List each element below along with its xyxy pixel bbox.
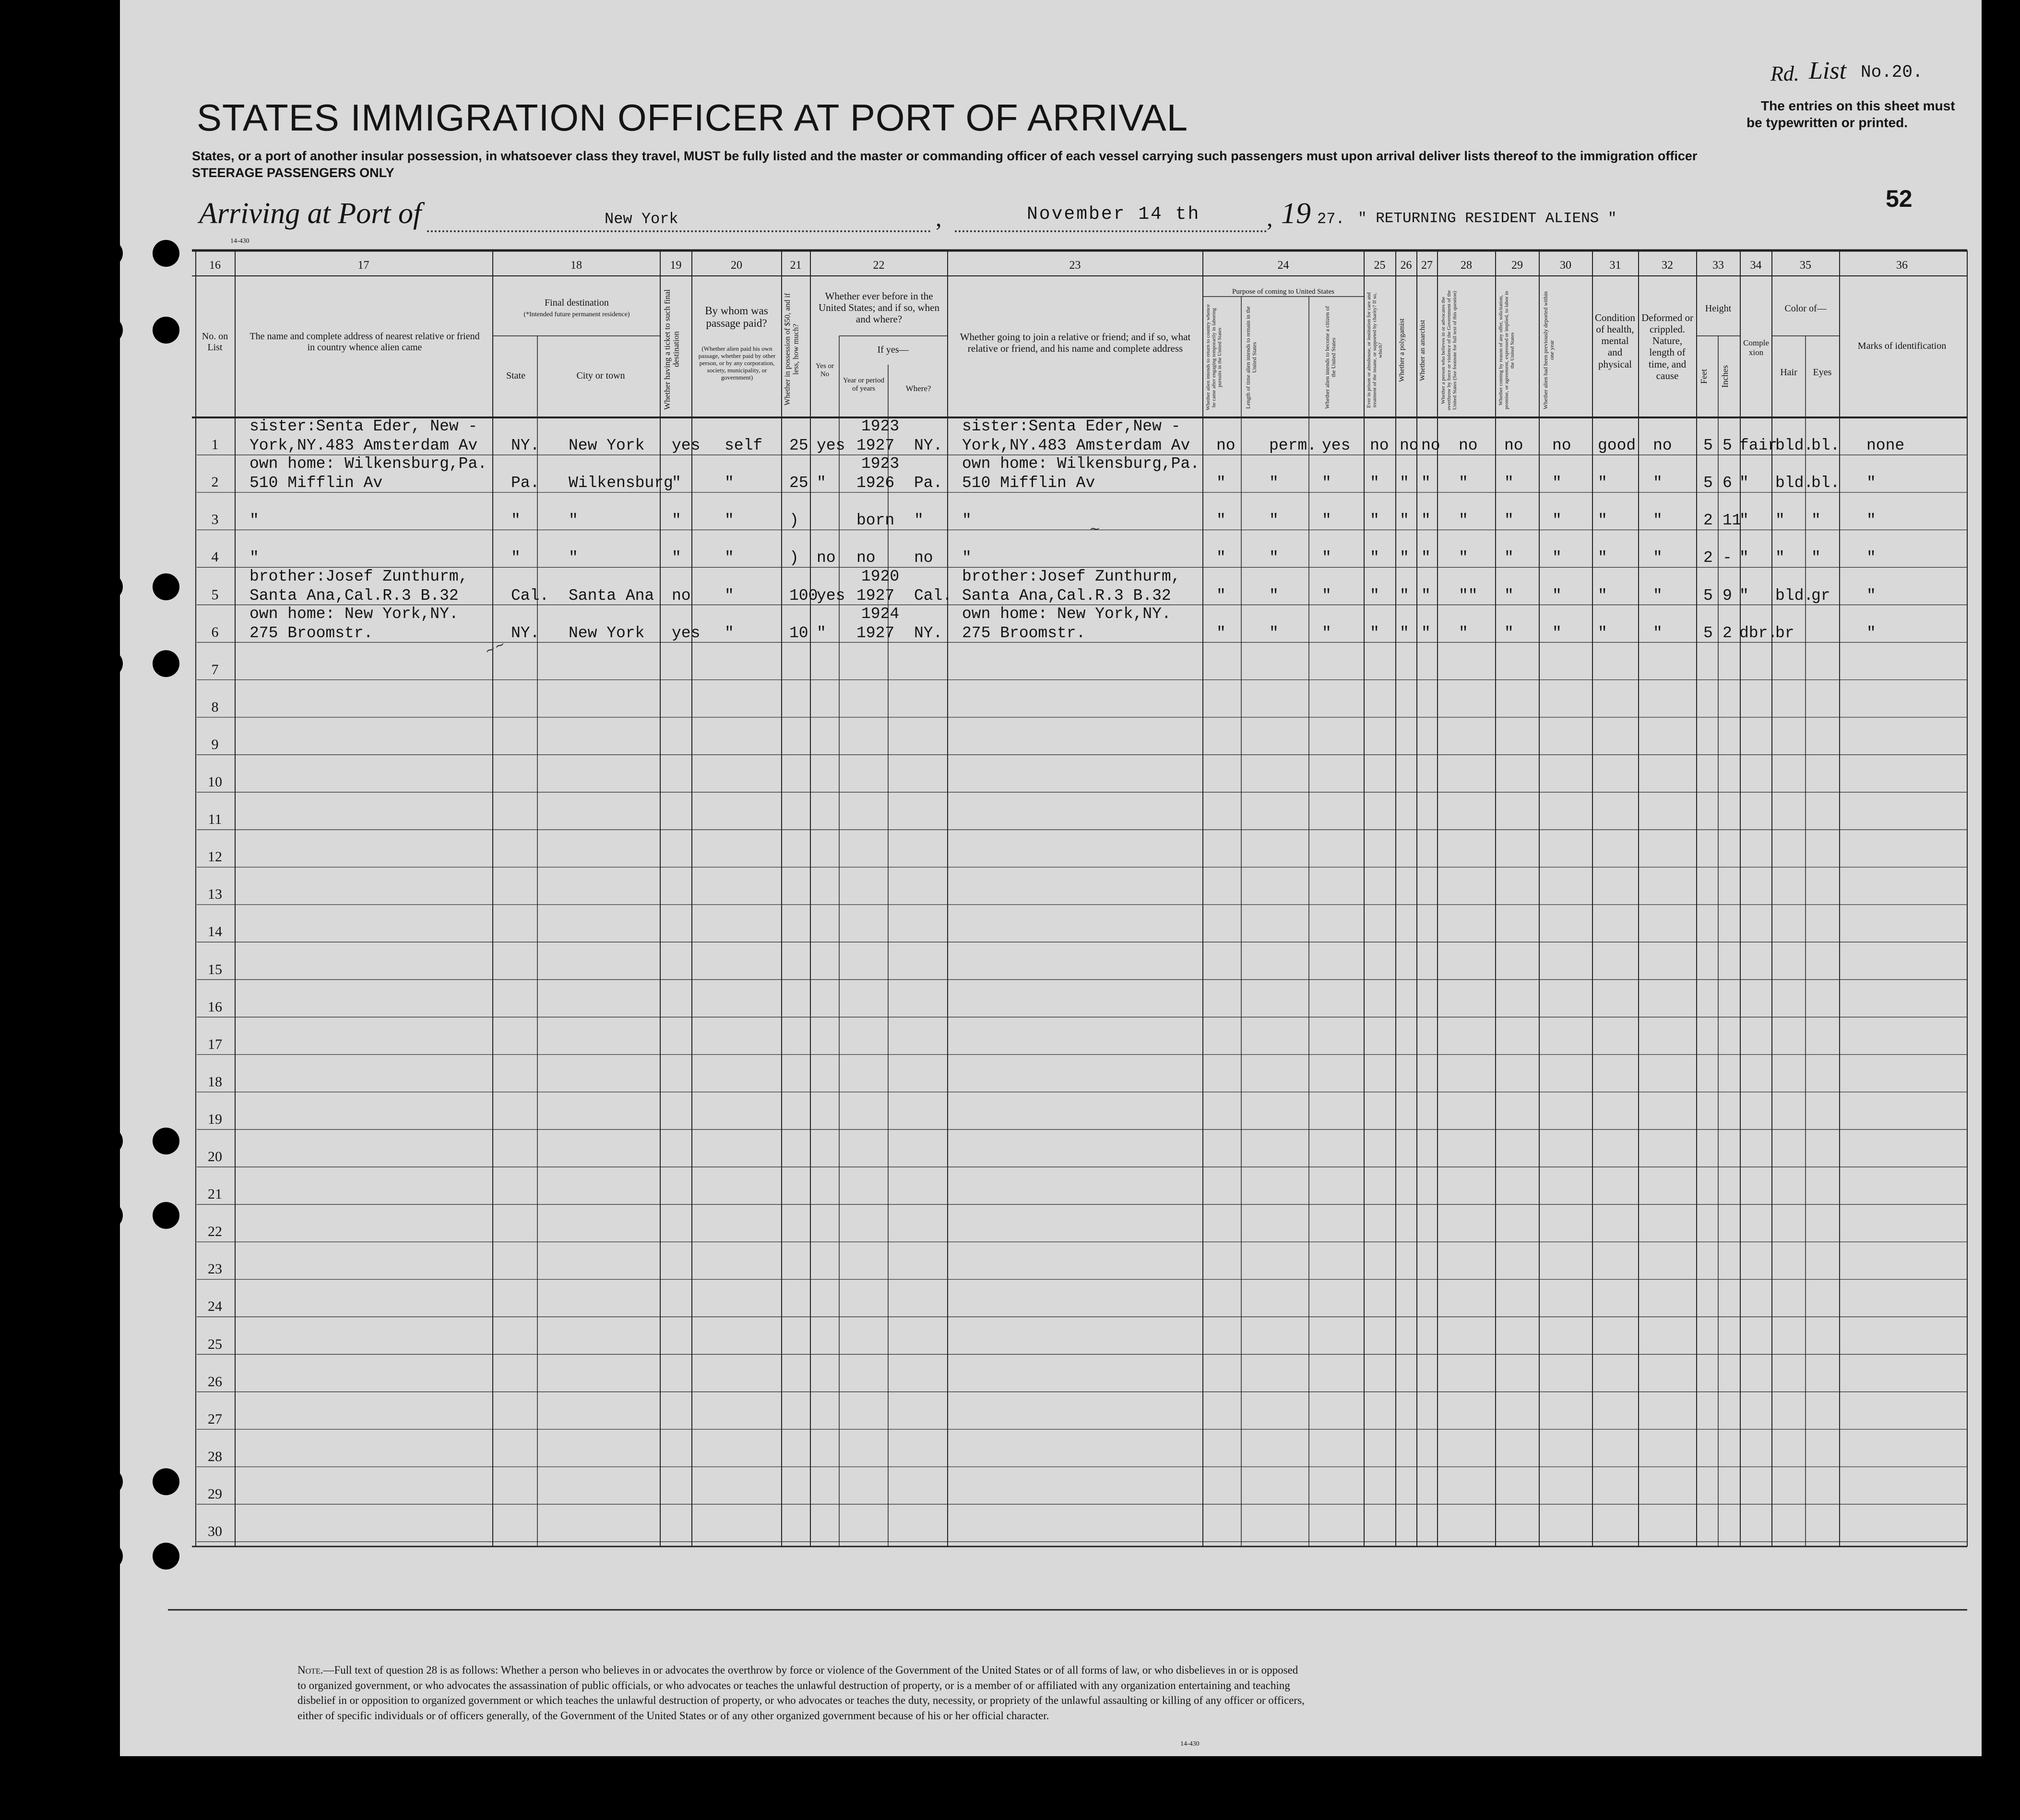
cell-polygamist: no	[1400, 437, 1419, 455]
footnote	[297, 1663, 1305, 1724]
cell-complexion: "	[1739, 512, 1749, 530]
cell-health: "	[1598, 624, 1607, 642]
header-no-on-list: No. on List	[202, 331, 228, 353]
footnote-label: Note.	[297, 1664, 323, 1676]
cell-eyes: "	[1811, 512, 1821, 530]
cell-eyes: gr	[1811, 586, 1830, 605]
cell-ticket: no	[672, 586, 691, 605]
header-eyes: Eyes	[1813, 367, 1832, 378]
cell-hair: bld.	[1775, 586, 1814, 605]
cell-height-feet: 2	[1703, 512, 1713, 530]
cell-health: good	[1598, 437, 1636, 455]
row-number: 29	[208, 1486, 222, 1502]
cell-ever-before: no	[817, 549, 836, 567]
header-yes-no: Yes or No	[815, 362, 834, 379]
rd-label: Rd.	[1770, 62, 1799, 85]
cell-q29: "	[1504, 624, 1514, 642]
cell-joining-line1: own home: Wilkensburg,Pa.	[962, 455, 1200, 473]
arriving-label: Arriving at Port of	[199, 197, 422, 230]
row-number: 9	[211, 736, 219, 752]
row-number: 11	[208, 811, 222, 828]
cell-ever-before: yes	[817, 586, 845, 605]
cell-q29: "	[1504, 474, 1514, 492]
colnum-31: 31	[1609, 259, 1621, 272]
cell-state: NY.	[511, 437, 540, 455]
header-final-destination: Final destination	[545, 297, 609, 308]
cell-complexion: "	[1739, 474, 1749, 492]
row-number: 25	[208, 1336, 222, 1352]
cell-q28: ""	[1459, 586, 1478, 605]
cell-purpose-return: no	[1216, 437, 1236, 455]
cell-state: Pa.	[511, 474, 540, 492]
cell-q29: no	[1504, 437, 1523, 455]
header-polygamist: Whether a polygamist	[1398, 318, 1406, 382]
row-number: 8	[211, 699, 219, 715]
cell-height-inches: 2	[1723, 624, 1732, 642]
cell-state: "	[511, 512, 521, 530]
cell-height-inches: 11	[1723, 512, 1742, 530]
cell-relative-line1: sister:Senta Eder, New -	[250, 417, 478, 436]
header-final-destination-sub: (*Intended future permanent residence)	[523, 311, 630, 318]
cell-height-inches: 6	[1723, 474, 1732, 492]
colnum-29: 29	[1511, 259, 1523, 272]
cell-ever-before: "	[817, 474, 826, 492]
cell-prison: "	[1370, 624, 1379, 642]
row-number: 13	[208, 886, 222, 903]
row-number: 26	[208, 1373, 222, 1390]
cell-state: NY.	[511, 624, 540, 642]
header-before: Whether ever before in the United States; and if so, when and where?	[819, 290, 939, 325]
cell-marks: "	[1866, 549, 1876, 567]
colnum-34: 34	[1750, 259, 1762, 272]
cell-deformed: no	[1653, 437, 1672, 455]
cell-height-inches: 5	[1723, 437, 1732, 455]
row-number: 20	[208, 1149, 222, 1165]
cell-state: Cal.	[511, 586, 549, 605]
cell-year-last: born	[856, 512, 895, 530]
cell-deformed: "	[1653, 512, 1663, 530]
cell-passage-paid: "	[725, 624, 734, 642]
cell-where: Cal.	[914, 586, 952, 605]
cell-hair: "	[1775, 549, 1785, 567]
row-number: 23	[208, 1261, 222, 1277]
punch-hole	[96, 650, 123, 677]
cell-passage-paid: "	[725, 549, 734, 567]
cell-q28: "	[1459, 624, 1468, 642]
cell-q30: "	[1552, 512, 1562, 530]
cell-height-feet: 5	[1703, 624, 1713, 642]
header-inches: Inches	[1720, 365, 1730, 388]
cell-polygamist: "	[1400, 474, 1409, 492]
header-joining: Whether going to join a relative or friend; and if so, what relative or friend, and his name and complete address	[960, 331, 1191, 355]
header-if-yes: If yes—	[877, 345, 909, 355]
header-q30: Whether alien had been previously deported within one year	[1542, 291, 1556, 409]
header-marks: Marks of identification	[1857, 341, 1947, 351]
year-prefix: 19	[1281, 197, 1311, 230]
cell-relative-line2: "	[250, 549, 259, 567]
list-label: List	[1809, 57, 1847, 84]
colnum-22: 22	[873, 259, 885, 272]
cell-anarchist: "	[1421, 474, 1431, 492]
cell-q29: "	[1504, 512, 1514, 530]
cell-purpose-citizen: "	[1322, 474, 1331, 492]
cell-city: New York	[569, 624, 645, 642]
row-number: 2	[211, 474, 219, 490]
cell-anarchist: "	[1421, 549, 1431, 567]
cell-relative-line2: "	[250, 512, 259, 530]
header-color-of: Color of—	[1784, 303, 1827, 314]
cell-prison: "	[1370, 474, 1379, 492]
colnum-21: 21	[790, 259, 802, 272]
cell-city: "	[569, 512, 578, 530]
cell-height-inches: 9	[1723, 586, 1732, 605]
cell-height-feet: 2	[1703, 549, 1713, 567]
cell-anarchist: "	[1421, 624, 1431, 642]
row-number: 21	[208, 1186, 222, 1202]
row-number: 18	[208, 1073, 222, 1090]
cell-eyes: bl.	[1811, 437, 1840, 455]
header-relative: The name and complete address of nearest relative or friend in country whence alien came	[250, 331, 480, 353]
cell-prison: "	[1370, 549, 1379, 567]
cell-year-last: 1927	[856, 586, 895, 605]
colnum-25: 25	[1374, 259, 1386, 272]
cell-city: Wilkensburg	[569, 474, 673, 492]
cell-where: "	[914, 512, 924, 530]
cell-relative-line1: own home: Wilkensburg,Pa.	[250, 455, 487, 473]
cell-year-last: 1926	[856, 474, 895, 492]
colnum-20: 20	[731, 259, 742, 272]
cell-marks: "	[1866, 586, 1876, 605]
row-number: 7	[211, 661, 219, 678]
cell-anarchist: no	[1421, 437, 1440, 455]
punch-hole	[96, 317, 123, 344]
cell-polygamist: "	[1400, 512, 1409, 530]
row-number: 4	[211, 549, 219, 565]
cell-purpose-length: "	[1269, 512, 1279, 530]
row-number: 6	[211, 624, 219, 640]
cell-relative-line2: Santa Ana,Cal.R.3 B.32	[250, 586, 459, 605]
cell-purpose-citizen: "	[1322, 586, 1331, 605]
cell-hair: "	[1775, 512, 1785, 530]
cell-polygamist: "	[1400, 624, 1409, 642]
cell-relative-line1: brother:Josef Zunthurm,	[250, 567, 468, 585]
cell-state: "	[511, 549, 521, 567]
cell-hair: br	[1775, 624, 1794, 642]
header-money: Whether in possession of $50, and if less, how much?	[784, 293, 800, 406]
page-number: 52	[1886, 185, 1913, 212]
cell-passage-paid: self	[725, 437, 763, 455]
cell-relative-line1: own home: New York,NY.	[250, 605, 459, 623]
header-health: Condition of health, mental and physical	[1594, 312, 1635, 370]
cell-purpose-return: "	[1216, 549, 1226, 567]
cell-passage-paid: "	[725, 586, 734, 605]
colnum-28: 28	[1461, 259, 1472, 272]
cell-purpose-citizen: "	[1322, 549, 1331, 567]
cell-purpose-citizen: yes	[1322, 437, 1351, 455]
cell-joining-line2: Santa Ana,Cal.R.3 B.32	[962, 586, 1171, 605]
cell-joining-line2: "	[962, 512, 972, 530]
cell-health: "	[1598, 474, 1607, 492]
handwritten-annotation: ~	[1089, 521, 1101, 536]
cell-anarchist: "	[1421, 512, 1431, 530]
cell-marks: none	[1866, 437, 1905, 455]
cell-purpose-length: "	[1269, 474, 1279, 492]
cell-where: NY.	[914, 624, 943, 642]
cell-joining-line1: sister:Senta Eder,New -	[962, 417, 1181, 436]
row-number: 1	[211, 437, 219, 453]
cell-year-last: no	[856, 549, 876, 567]
cell-purpose-return: "	[1216, 586, 1226, 605]
cell-money: )	[789, 549, 799, 567]
handwritten-annotation: ~~	[482, 637, 508, 659]
cell-purpose-length: "	[1269, 624, 1279, 642]
punch-hole	[96, 1543, 123, 1570]
subtitle-line1: States, or a port of another insular possession, in whatsoever class they travel, MUST be fully listed and the master or commanding officer of each vessel carrying such passengers must upon arrival deliver lists thereof to the immigration officer	[192, 149, 1698, 163]
header-q29: Whether coming by reason of any offer, solicitation, promise, or agreement, expressed or implied, to labor in the United States	[1498, 291, 1516, 410]
colnum-18: 18	[570, 259, 582, 272]
cell-health: "	[1598, 586, 1607, 605]
cell-purpose-length: "	[1269, 549, 1279, 567]
form-code-top: 14-430	[230, 238, 250, 245]
cell-where: NY.	[914, 437, 943, 455]
cell-hair: bld.	[1775, 474, 1814, 492]
cell-q30: "	[1552, 624, 1562, 642]
subtitle-line2: STEERAGE PASSENGERS ONLY	[192, 166, 394, 180]
cell-money: )	[789, 512, 799, 530]
cell-joining-line2: "	[962, 549, 972, 567]
header-where: Where?	[905, 384, 931, 393]
header-passage-sub: (Whether alien paid his own passage, whether paid by other person, or by any corporation, society, municipality, or government)	[698, 345, 776, 381]
cell-q30: "	[1552, 474, 1562, 492]
row-number: 27	[208, 1411, 222, 1427]
cell-ticket: yes	[672, 624, 701, 642]
cell-year-first: 1920	[861, 567, 900, 585]
cell-purpose-return: "	[1216, 512, 1226, 530]
cell-q30: "	[1552, 586, 1562, 605]
cell-eyes: bl.	[1811, 474, 1840, 492]
header-purpose-a: Whether alien intends to return to country whence he came after engaging temporarily in laboring pursuits in the United States	[1205, 304, 1223, 411]
row-number: 30	[208, 1523, 222, 1539]
cell-prison: no	[1370, 437, 1389, 455]
cell-joining-line1: own home: New York,NY.	[962, 605, 1171, 623]
header-q28: Whether a person who believes in or advocates the overthrow by force or violence of the Government of the United States (See footnote for full text of this question)	[1440, 290, 1458, 411]
cell-purpose-return: "	[1216, 624, 1226, 642]
cell-money: 10	[789, 624, 808, 642]
cell-anarchist: "	[1421, 586, 1431, 605]
colnum-27: 27	[1421, 259, 1433, 272]
cell-passage-paid: "	[725, 474, 734, 492]
cell-ever-before: "	[817, 624, 826, 642]
row-number: 28	[208, 1448, 222, 1464]
header-purpose-c: Whether alien intends to become a citizen of the United States	[1324, 306, 1337, 409]
header-hair: Hair	[1780, 367, 1797, 378]
header-deformed: Deformed or crippled. Nature, length of time, and cause	[1641, 312, 1693, 381]
cell-q28: "	[1459, 512, 1468, 530]
cell-relative-line2: York,NY.483 Amsterdam Av	[250, 437, 478, 455]
cell-joining-line2: 510 Mifflin Av	[962, 474, 1095, 492]
header-ticket: Whether having a ticket to such final destination	[663, 289, 681, 410]
cell-deformed: "	[1653, 474, 1663, 492]
cell-ticket: yes	[672, 437, 701, 455]
cell-q30: "	[1552, 549, 1562, 567]
form-code-bottom: 14-430	[1180, 1740, 1200, 1748]
cell-q29: "	[1504, 549, 1514, 567]
cell-purpose-return: "	[1216, 474, 1226, 492]
cell-height-feet: 5	[1703, 474, 1713, 492]
colnum-16: 16	[209, 259, 221, 272]
row-number: 24	[208, 1298, 222, 1315]
cell-eyes: "	[1811, 549, 1821, 567]
header-complexion: Complexion	[1743, 338, 1769, 357]
cell-city: "	[569, 549, 578, 567]
cell-prison: "	[1370, 586, 1379, 605]
row-number: 14	[208, 924, 222, 940]
cell-complexion: dbr.	[1739, 624, 1778, 642]
cell-complexion: "	[1739, 586, 1749, 605]
cell-health: "	[1598, 512, 1607, 530]
cell-where: no	[914, 549, 933, 567]
row-number: 19	[208, 1111, 222, 1127]
cell-ticket: "	[672, 474, 681, 492]
row-number: 12	[208, 849, 222, 865]
cell-hair: bld.	[1775, 437, 1814, 455]
port-value: New York	[605, 210, 678, 228]
header-year-period: Year or period of years	[843, 377, 884, 393]
header-purpose-b: Length of time alien intends to remain in the United States	[1245, 306, 1258, 409]
cell-money: 100	[789, 586, 818, 605]
cell-q28: "	[1459, 549, 1468, 567]
cell-joining-line1: brother:Josef Zunthurm,	[962, 567, 1181, 585]
cell-year-last: 1927	[856, 624, 895, 642]
header-feet: Feet	[1699, 369, 1709, 384]
cell-relative-line2: 510 Mifflin Av	[250, 474, 383, 492]
cell-q30: no	[1552, 437, 1571, 455]
cell-deformed: "	[1653, 586, 1663, 605]
header-purpose: Purpose of coming to United States	[1232, 288, 1334, 296]
cell-health: "	[1598, 549, 1607, 567]
header-anarchist: Whether an anarchist	[1419, 320, 1426, 381]
row-number: 15	[208, 961, 222, 977]
header-height: Height	[1705, 303, 1732, 314]
cell-marks: "	[1866, 474, 1876, 492]
manifest-sheet: Rd. List No.20. The entries on this sheet must be typewritten or printed. 52 STATES IMMIGRATION OFFICER AT PORT OF ARRIVAL States, or a port of another insular possession, in whatsoever class they travel, MUST be fully listed and the master or commanding officer of each vessel carrying such passengers must upon arrival deliver lists thereof to the immigration officer STEERAGE PASSENGERS ONLY Arriving at Port of New York , November 14 th , 19 27. " RETURNING RESIDENT ALIENS " 14-430 16 17 18 19 20 21 22 23 24 25 26 27 28 29 30 31 32 33 34 35 36 No. on List The name and complete address of nearest relative or friend in country whence alien came Final destination (*Intended future permanent residence) State City or town Whether having a ticket to such final destination By whom was passage paid? (Whether alien paid his own passage, whether paid by other person, or by any corporation, society, municipality, or government) Whether in possession of $50, and if less, how much? Whether ever before in the United States; and if so, when and where? Yes or No If yes— Year or period of years Where? Whether going to join a relative or friend; and if so, what relative or friend, and his name and complete address Purpose of coming to United States Whether alien intends to return to country whence he came after engaging temporarily in laboring pursuits in the United States Length of time alien intends to remain in the United States Whether alien intends to become a citizen of the United States Ever in prison or almshouse, or institution for care and treatment of the insane, or supported by charity? If so, which? Whether a polygamist Whether an anarchist Whether a person who believes in or advocates the overthrow by force or violence of the Government of the United States (See footnote for full text of this question) Whether coming by reason of any offer, solicitation, promise, or agreement, expressed or implied, to labor in the United States Whether alien had been previously deported within one year Condition of health, mental and physical Deformed or crippled. Nature, length of time, and cause Height Feet Inches Complexion Color of— Hair Eyes Marks of identification 1 sister:Senta Eder, New - York,NY.483 Amsterdam Av NY. New York yes self 25 yes 1923 1927 NY. sister:Senta Eder,New - York,NY.483 Amsterdam Av no perm. yes no no no no no no good no 5 5 fair bld. bl. none 2 own home: Wilkensburg,Pa. 510 Mifflin Av Pa. Wilkensburg " " 25 " 1923 1926 Pa. own home: Wilkensburg,Pa. 510 Mifflin Av " " " " " " " " " " " 5 6 " bld. bl. " 3 " " " " " ) born " " " " " " " " " " " " " 2 11 " " " " 4 " " " " " ) no no no " " " " " " " " " " " " 2 - " " " " 5 brother:Josef Zunthurm, Santa Ana,Cal.R.3 B.32 Cal. Santa Ana no " 100 yes 1920 1927 Cal. brother:Josef Zunthurm, Santa Ana,Cal.R.3 B.32 " " " " " " "" " " " " 5 9 " bld. gr " 6 own home: New York,NY. 275 Broomstr. NY. New York yes " 10 " 1924 1927 NY. own home: New York,NY. 275 Broomstr. " " " " " " " " " " " 5 2 dbr. br " 7 8 9 10 11 12 13 14 15 16 17 18 19 20 21 22 23 24 25 26 27 28 29 30 ~~ ~ Note.—Full text of question 28 is as follows: Whether a person who believes in or advocates the overthrow by force or violence of the Government of the United States or of all forms of law, or who disbelieves in or is opposed to organized government, or who advocates the assassination of public officials, or who advocates or teaches the unlawful destruction of property, or is a member of or affiliated with any organization entertaining and teaching disbelief in or opposition to organized government or which teaches the unlawful destruction of property, or who advocates or teaches the duty, necessity, or propriety of the unlawful assaulting or killing of any officer or officers, either of specific individuals or of officers generally, of the Government of the United States or of any other organized government because of his or her official character. 14-430	[120, 0, 1982, 1756]
cell-deformed: "	[1653, 624, 1663, 642]
cell-year-first: 1923	[861, 417, 900, 436]
row-number: 17	[208, 1036, 222, 1052]
cell-q28: no	[1459, 437, 1478, 455]
cell-deformed: "	[1653, 549, 1663, 567]
cell-q28: "	[1459, 474, 1468, 492]
cell-complexion: "	[1739, 549, 1749, 567]
colnum-35: 35	[1800, 259, 1811, 272]
header-prison: Ever in prison or almshouse, or institution for care and treatment of the insane, or supported by charity? If so, which?	[1366, 292, 1384, 408]
punch-hole	[96, 1128, 123, 1154]
header-city: City or town	[576, 370, 625, 381]
punch-hole	[96, 1468, 123, 1495]
cell-ever-before: yes	[817, 437, 845, 455]
cell-passage-paid: "	[725, 512, 734, 530]
cell-height-feet: 5	[1703, 437, 1713, 455]
cell-ticket: "	[672, 549, 681, 567]
row-number: 5	[211, 586, 219, 603]
cell-complexion: fair	[1739, 437, 1778, 455]
returning-note: " RETURNING RESIDENT ALIENS "	[1358, 210, 1617, 227]
entries-note-line1: The entries on this sheet must	[1761, 98, 1955, 113]
colnum-17: 17	[357, 259, 369, 272]
cell-year-first: 1924	[861, 605, 900, 623]
cell-where: Pa.	[914, 474, 943, 492]
punch-hole	[96, 573, 123, 600]
punch-hole	[96, 1202, 123, 1229]
colnum-30: 30	[1560, 259, 1571, 272]
list-number: No.20.	[1861, 62, 1923, 82]
row-number: 22	[208, 1224, 222, 1240]
cell-money: 25	[789, 474, 808, 492]
date-value: November 14 th	[1027, 204, 1200, 225]
colnum-32: 32	[1662, 259, 1673, 272]
entries-note-line2: be typewritten or printed.	[1747, 115, 1908, 130]
cell-q29: "	[1504, 586, 1514, 605]
cell-polygamist: "	[1400, 549, 1409, 567]
colnum-26: 26	[1400, 259, 1412, 272]
cell-purpose-citizen: "	[1322, 512, 1331, 530]
cell-marks: "	[1866, 624, 1876, 642]
row-number: 3	[211, 512, 219, 528]
cell-ticket: "	[672, 512, 681, 530]
cell-marks: "	[1866, 512, 1876, 530]
punch-hole	[96, 240, 123, 267]
cell-polygamist: "	[1400, 586, 1409, 605]
colnum-33: 33	[1712, 259, 1724, 272]
cell-joining-line2: York,NY.483 Amsterdam Av	[962, 437, 1190, 455]
row-number: 16	[208, 999, 222, 1015]
cell-joining-line2: 275 Broomstr.	[962, 624, 1086, 642]
cell-height-feet: 5	[1703, 586, 1713, 605]
cell-prison: "	[1370, 512, 1379, 530]
cell-year-last: 1927	[856, 437, 895, 455]
cell-relative-line2: 275 Broomstr.	[250, 624, 373, 642]
colnum-24: 24	[1277, 259, 1289, 272]
cell-city: Santa Ana	[569, 586, 654, 605]
cell-money: 25	[789, 437, 808, 455]
row-number: 10	[208, 774, 222, 790]
header-state: State	[506, 370, 525, 381]
cell-city: New York	[569, 437, 645, 455]
cell-height-inches: -	[1723, 549, 1732, 567]
cell-purpose-length: "	[1269, 586, 1279, 605]
document-title: STATES IMMIGRATION OFFICER AT PORT OF ARRIVAL	[197, 96, 1188, 139]
cell-purpose-length: perm.	[1269, 437, 1317, 455]
colnum-23: 23	[1069, 259, 1081, 272]
cell-year-first: 1923	[861, 455, 900, 473]
footnote-text: —Full text of question 28 is as follows: Whether a person who believes in or advocates the overthrow by force or violence of the Government of the United States or of all forms of law, or who disbelieves in or is opposed to organized government, or who advocates the assassination of public officials, or who advocates or teaches the unlawful destruction of property, or is a member of or affiliated with any organization entertaining and teaching disbelief in or opposition to organized government or which teaches the unlawful destruction of property, or who advocates or teaches the duty, necessity, or propriety of the unlawful assaulting or killing of any officer or officers, either of specific individuals or of officers generally, of the Government of the United States or of any other organized government because of his or her official character.	[297, 1664, 1305, 1722]
year-suffix: 27.	[1317, 210, 1345, 228]
colnum-19: 19	[670, 259, 682, 272]
header-passage: By whom was passage paid?	[705, 305, 768, 330]
colnum-36: 36	[1896, 259, 1908, 272]
cell-purpose-citizen: "	[1322, 624, 1331, 642]
